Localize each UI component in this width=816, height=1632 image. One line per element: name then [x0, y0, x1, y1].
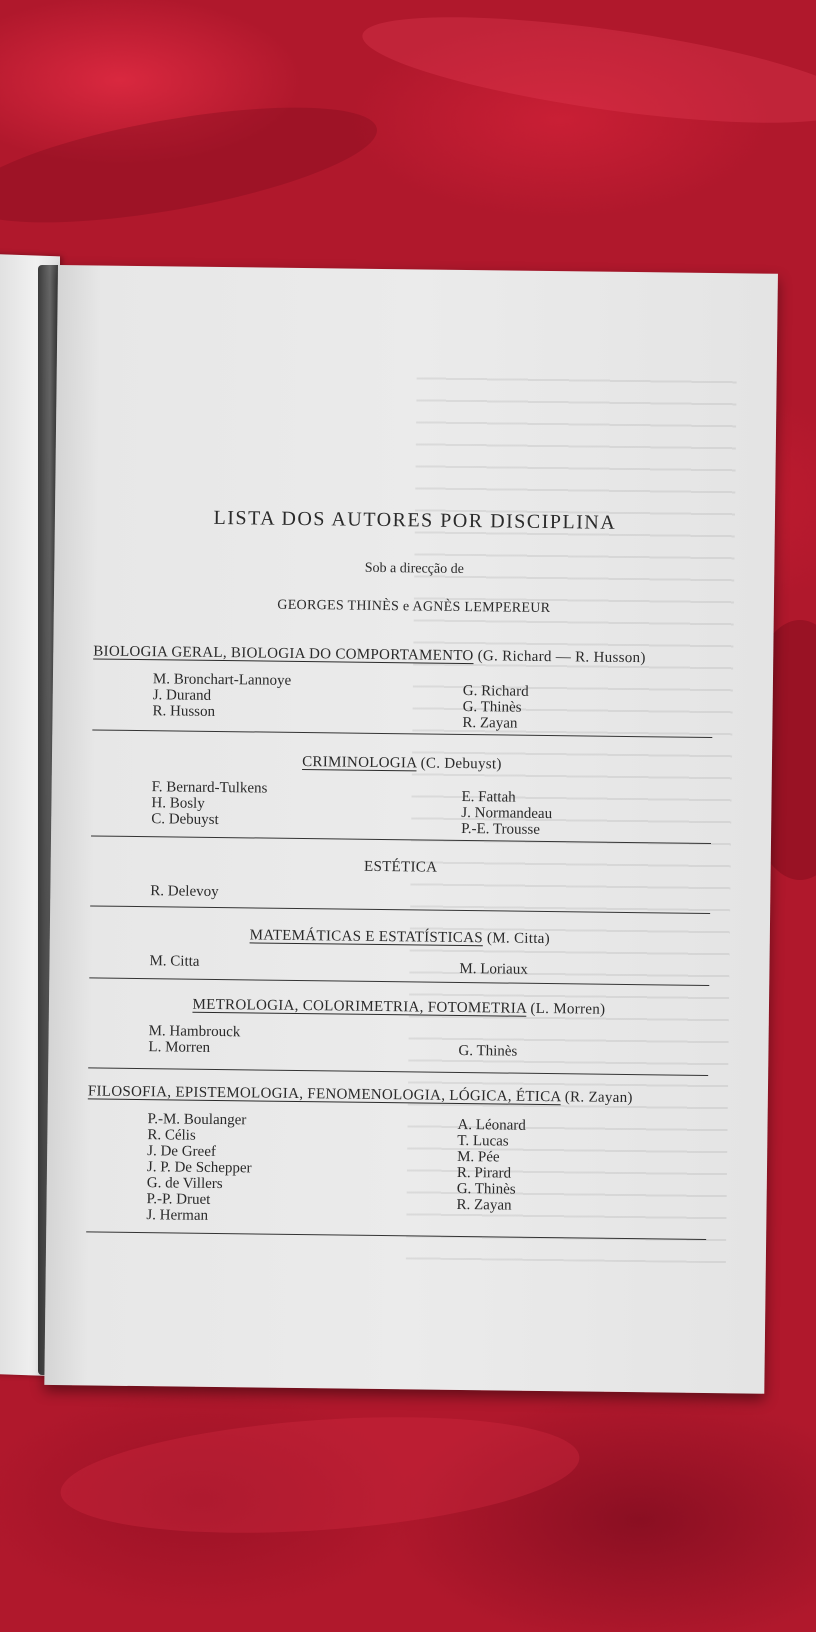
author-name: H. Bosly [151, 795, 205, 812]
author-columns [89, 1022, 709, 1060]
author-column-right [456, 1117, 525, 1214]
author-name: R. Pirard [456, 1164, 512, 1182]
author-name: G. Thinès [462, 698, 522, 716]
author-name: G. Thinès [458, 1042, 518, 1060]
section-coordinator: (G. Richard — R. Husson) [477, 648, 646, 667]
author-name: R. Célis [147, 1127, 196, 1144]
author-column-right [459, 961, 528, 978]
author-name: J. Durand [152, 687, 212, 704]
page-title: LISTA DOS AUTORES POR DISCIPLINA [213, 506, 617, 534]
author-column-right [458, 1043, 517, 1060]
author-name: J. P. De Schepper [146, 1159, 252, 1177]
author-column-right [461, 789, 552, 838]
editors-line: GEORGES THINÈS e AGNÈS LEMPEREUR [277, 597, 551, 617]
author-name: R. Zayan [456, 1196, 512, 1214]
fabric-fold [357, 0, 816, 144]
bleed-through-text [406, 359, 737, 1263]
author-name: P.-M. Boulanger [147, 1111, 247, 1129]
author-name: J. De Greef [147, 1143, 216, 1160]
author-name: G. de Villers [146, 1175, 223, 1193]
author-name: R. Husson [152, 703, 216, 720]
section-title: MATEMÁTICAS E ESTATÍSTICAS [249, 927, 484, 947]
section-title: CRIMINOLOGIA [302, 754, 417, 772]
section-coordinator: (M. Citta) [486, 930, 551, 948]
author-column-left [148, 1023, 240, 1056]
book-page [44, 265, 778, 1394]
author-column-left [150, 883, 219, 900]
author-column-left [149, 953, 199, 970]
author-column-right [462, 683, 528, 732]
section-title: METROLOGIA, COLORIMETRIA, FOTOMETRIA [192, 996, 527, 1017]
author-name: E. Fattah [461, 788, 516, 806]
page-subtitle: Sob a direcção de [364, 560, 464, 577]
section-coordinator: (C. Debuyst) [420, 755, 502, 773]
author-name: T. Lucas [457, 1132, 509, 1150]
author-name: G. Richard [462, 682, 529, 700]
author-column-left [151, 779, 267, 828]
author-columns [88, 1110, 708, 1224]
author-name: J. Normandeau [461, 804, 553, 823]
author-name: F. Bernard-Tulkens [151, 779, 268, 797]
section-title: FILOSOFIA, EPISTEMOLOGIA, FENOMENOLOGIA, LÓGICA, ÉTICA [87, 1083, 561, 1106]
author-name: L. Morren [148, 1039, 211, 1056]
author-column-left [146, 1111, 252, 1224]
author-column-left [152, 671, 291, 721]
author-name: M. Hambrouck [148, 1023, 241, 1041]
author-name: P.-E. Trousse [461, 820, 541, 838]
author-name: C. Debuyst [151, 811, 219, 829]
author-name: A. Léonard [457, 1116, 526, 1134]
section-title: ESTÉTICA [363, 858, 438, 876]
author-name: R. Delevoy [150, 883, 219, 901]
author-name: M. Citta [149, 953, 200, 970]
author-name: R. Zayan [462, 714, 518, 732]
author-name: M. Loriaux [459, 960, 528, 978]
fabric-fold [57, 1402, 583, 1548]
author-name: M. Bronchart-Lannoye [152, 671, 292, 689]
author-name: P.-P. Druet [146, 1191, 211, 1208]
author-name: J. Herman [146, 1207, 209, 1224]
section-coordinator: (L. Morren) [530, 1000, 606, 1018]
author-columns [92, 778, 712, 838]
author-columns [90, 952, 710, 978]
section-title: BIOLOGIA GERAL, BIOLOGIA DO COMPORTAMENTO [93, 643, 474, 665]
author-columns [93, 670, 713, 732]
author-name: M. Pée [457, 1148, 500, 1166]
fabric-fold [0, 84, 385, 246]
section-coordinator: (R. Zayan) [564, 1089, 633, 1107]
author-columns [90, 882, 710, 901]
author-name: G. Thinès [456, 1180, 516, 1198]
